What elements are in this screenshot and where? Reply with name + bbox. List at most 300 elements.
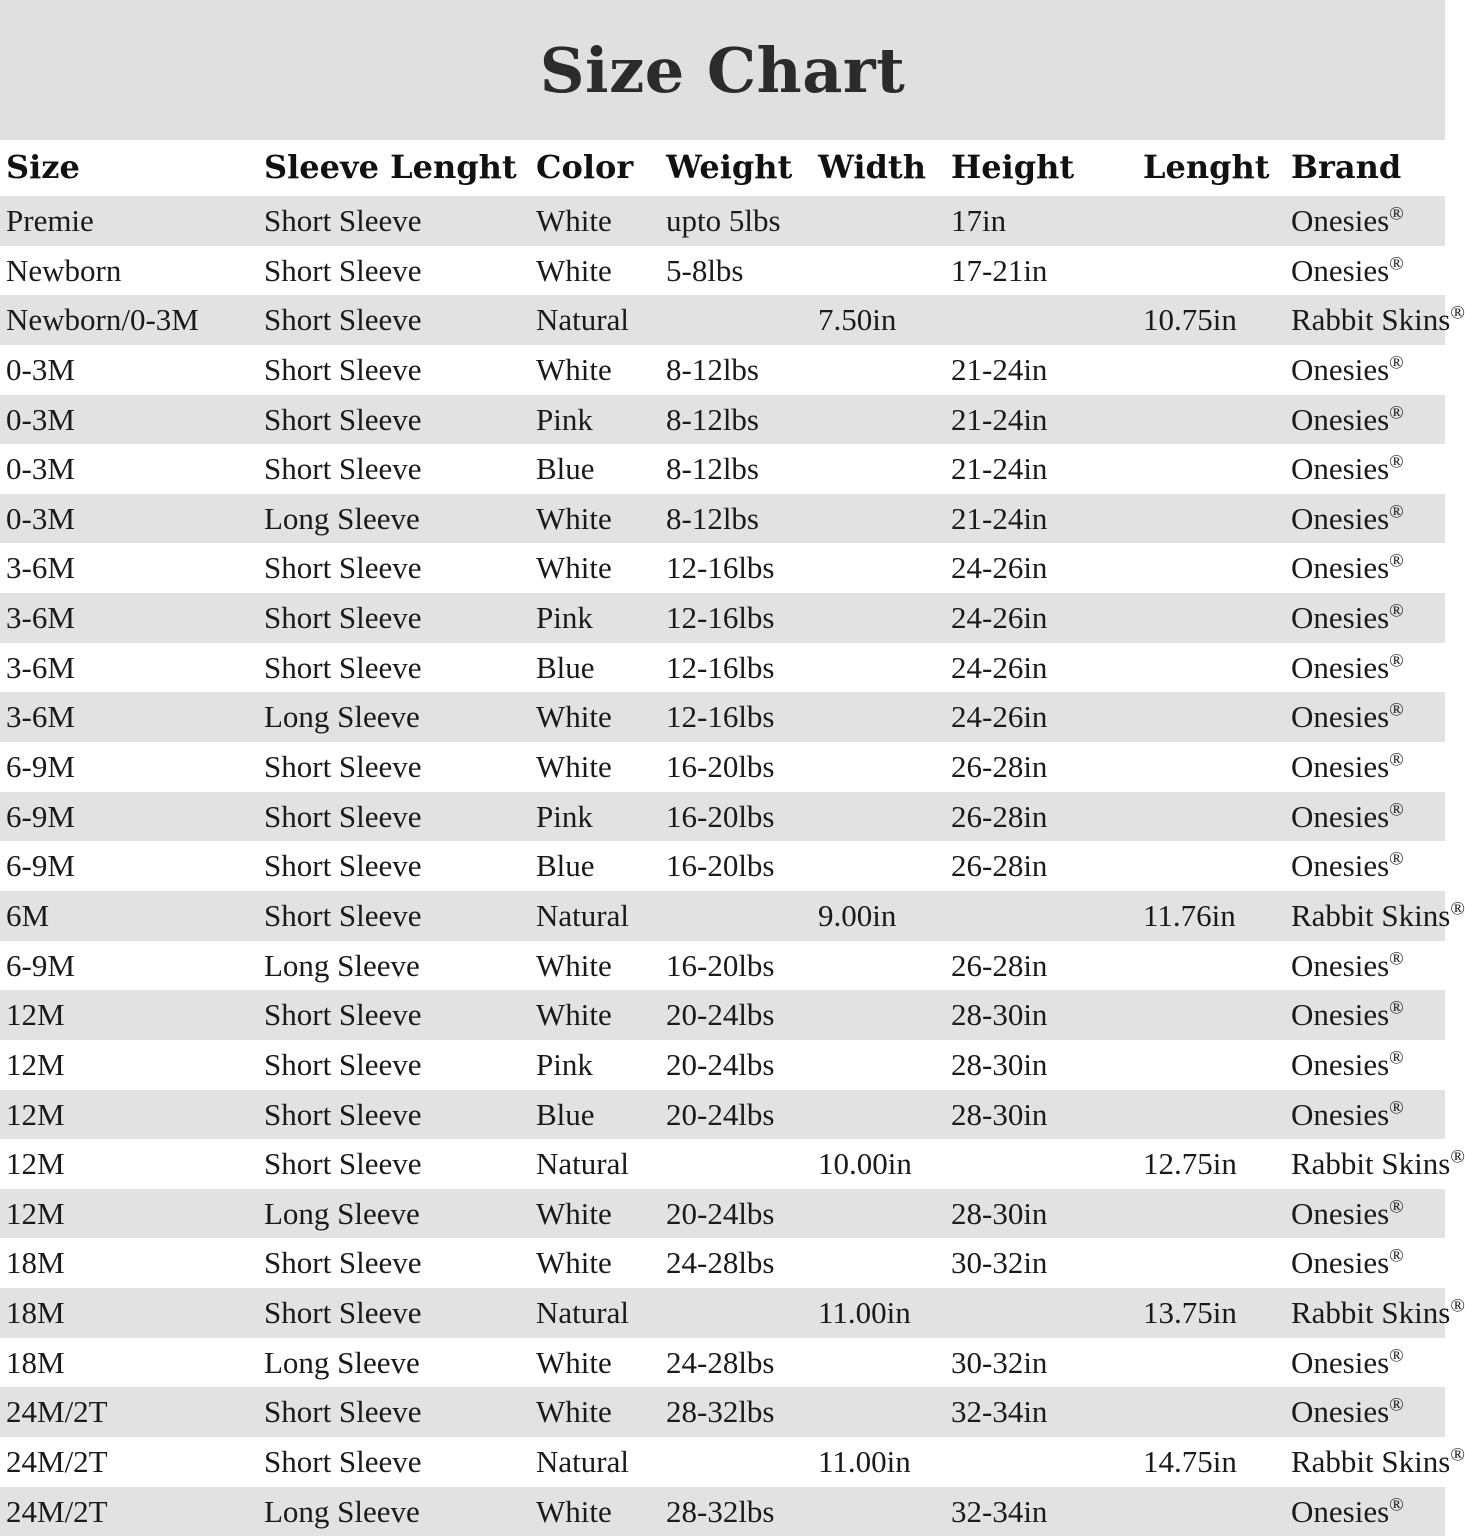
cell-color: White (530, 246, 660, 296)
table-body (0, 196, 1465, 1536)
cell-weight: 12-16lbs (660, 692, 812, 742)
cell-sleeve-lenght: Short Sleeve (258, 742, 530, 792)
cell-weight (660, 1139, 812, 1189)
registered-trademark-icon: ® (1450, 1295, 1465, 1317)
cell-width (812, 792, 945, 842)
cell-size: 6-9M (0, 841, 258, 891)
registered-trademark-icon: ® (1389, 650, 1404, 672)
cell-height: 24-26in (945, 593, 1137, 643)
cell-sleeve-lenght: Short Sleeve (258, 1139, 530, 1189)
cell-width: 11.00in (812, 1437, 945, 1487)
cell-sleeve-lenght: Long Sleeve (258, 494, 530, 544)
cell-weight: 28-32lbs (660, 1387, 812, 1437)
cell-height (945, 891, 1137, 941)
cell-width (812, 692, 945, 742)
cell-lenght (1137, 1040, 1285, 1090)
cell-brand (1285, 593, 1445, 643)
cell-size: 12M (0, 1040, 258, 1090)
cell-brand (1285, 395, 1445, 445)
registered-trademark-icon: ® (1389, 1196, 1404, 1218)
cell-sleeve-lenght: Short Sleeve (258, 1288, 530, 1338)
cell-size: 6-9M (0, 792, 258, 842)
cell-width (812, 1090, 945, 1140)
cell-weight: 8-12lbs (660, 345, 812, 395)
cell-height: 21-24in (945, 345, 1137, 395)
column-header-width: Width (812, 140, 945, 196)
cell-lenght: 12.75in (1137, 1139, 1285, 1189)
cell-lenght (1137, 1090, 1285, 1140)
registered-trademark-icon: ® (1389, 352, 1404, 374)
cell-size: 18M (0, 1238, 258, 1288)
registered-trademark-icon: ® (1389, 749, 1404, 771)
cell-weight: 16-20lbs (660, 792, 812, 842)
cell-color: White (530, 1189, 660, 1239)
table-row (0, 593, 1445, 643)
cell-width (812, 196, 945, 246)
cell-color: Natural (530, 891, 660, 941)
brand-name: Onesies (1291, 1493, 1390, 1529)
brand-name: Onesies (1291, 749, 1390, 785)
cell-brand (1285, 1288, 1465, 1338)
cell-sleeve-lenght: Short Sleeve (258, 543, 530, 593)
cell-sleeve-lenght: Long Sleeve (258, 692, 530, 742)
brand-name: Onesies (1291, 1046, 1390, 1082)
brand-name: Onesies (1291, 1245, 1390, 1281)
table-row (0, 891, 1445, 941)
cell-color: Blue (530, 444, 660, 494)
cell-brand (1285, 543, 1445, 593)
cell-sleeve-lenght: Short Sleeve (258, 196, 530, 246)
cell-weight: 28-32lbs (660, 1487, 812, 1536)
table-row (0, 1189, 1445, 1239)
cell-sleeve-lenght: Short Sleeve (258, 1437, 530, 1487)
cell-height (945, 295, 1137, 345)
cell-height: 24-26in (945, 543, 1137, 593)
cell-brand (1285, 345, 1445, 395)
cell-color: White (530, 196, 660, 246)
table-row (0, 196, 1445, 246)
cell-sleeve-lenght: Short Sleeve (258, 990, 530, 1040)
cell-height: 21-24in (945, 444, 1137, 494)
cell-lenght: 11.76in (1137, 891, 1285, 941)
cell-width (812, 593, 945, 643)
cell-weight (660, 295, 812, 345)
table-row (0, 643, 1445, 693)
cell-size: 12M (0, 1090, 258, 1140)
cell-sleeve-lenght: Short Sleeve (258, 295, 530, 345)
brand-name: Onesies (1291, 798, 1390, 834)
cell-color: Natural (530, 1139, 660, 1189)
brand-name: Onesies (1291, 451, 1390, 487)
cell-size: 24M/2T (0, 1387, 258, 1437)
registered-trademark-icon: ® (1389, 700, 1404, 722)
brand-name: Onesies (1291, 500, 1390, 536)
cell-height: 26-28in (945, 941, 1137, 991)
registered-trademark-icon: ® (1389, 948, 1404, 970)
cell-lenght (1137, 941, 1285, 991)
title-bar (0, 0, 1445, 140)
cell-weight: 24-28lbs (660, 1338, 812, 1388)
table-row (0, 345, 1445, 395)
cell-height: 28-30in (945, 1090, 1137, 1140)
cell-width (812, 1387, 945, 1437)
cell-height: 28-30in (945, 1040, 1137, 1090)
cell-color: White (530, 1338, 660, 1388)
table-row (0, 1338, 1445, 1388)
cell-width (812, 742, 945, 792)
cell-sleeve-lenght: Short Sleeve (258, 444, 530, 494)
table-row (0, 792, 1445, 842)
registered-trademark-icon: ® (1389, 1047, 1404, 1069)
cell-brand (1285, 1040, 1445, 1090)
cell-lenght (1137, 444, 1285, 494)
brand-name: Onesies (1291, 848, 1390, 884)
cell-color: White (530, 494, 660, 544)
cell-size: 3-6M (0, 543, 258, 593)
column-header-size: Size (0, 140, 258, 196)
cell-size: 0-3M (0, 444, 258, 494)
brand-name: Rabbit Skins (1291, 302, 1451, 338)
cell-height (945, 1139, 1137, 1189)
cell-weight (660, 1437, 812, 1487)
table-row (0, 494, 1445, 544)
column-header-color: Color (530, 140, 660, 196)
cell-lenght (1137, 345, 1285, 395)
table-row (0, 1040, 1445, 1090)
cell-lenght (1137, 841, 1285, 891)
cell-sleeve-lenght: Short Sleeve (258, 246, 530, 296)
cell-weight: 16-20lbs (660, 841, 812, 891)
cell-width (812, 444, 945, 494)
cell-height: 28-30in (945, 990, 1137, 1040)
cell-weight (660, 1288, 812, 1338)
cell-color: White (530, 1487, 660, 1536)
cell-brand (1285, 1338, 1445, 1388)
column-header-sleeve-lenght: Sleeve Lenght (258, 140, 530, 196)
cell-size: 0-3M (0, 494, 258, 544)
cell-color: Natural (530, 1288, 660, 1338)
table-row (0, 1090, 1445, 1140)
registered-trademark-icon: ® (1450, 302, 1465, 324)
column-header-lenght: Lenght (1137, 140, 1285, 196)
table-row (0, 941, 1445, 991)
table-row (0, 841, 1445, 891)
column-header-brand: Brand (1285, 140, 1445, 196)
cell-weight: 20-24lbs (660, 1040, 812, 1090)
cell-brand (1285, 1487, 1445, 1536)
cell-lenght: 13.75in (1137, 1288, 1285, 1338)
table-row (0, 1387, 1445, 1437)
cell-color: White (530, 345, 660, 395)
cell-brand (1285, 444, 1445, 494)
cell-width (812, 1189, 945, 1239)
brand-name: Rabbit Skins (1291, 1295, 1451, 1331)
cell-color: Pink (530, 1040, 660, 1090)
cell-size: 24M/2T (0, 1437, 258, 1487)
cell-width (812, 543, 945, 593)
registered-trademark-icon: ® (1389, 203, 1404, 225)
cell-width (812, 1487, 945, 1536)
cell-color: Blue (530, 841, 660, 891)
brand-name: Onesies (1291, 401, 1390, 437)
cell-lenght (1137, 494, 1285, 544)
cell-size: 18M (0, 1338, 258, 1388)
cell-brand (1285, 941, 1445, 991)
table-row (0, 1437, 1445, 1487)
cell-size: 12M (0, 1139, 258, 1189)
cell-brand (1285, 692, 1445, 742)
cell-sleeve-lenght: Short Sleeve (258, 1040, 530, 1090)
cell-color: Blue (530, 643, 660, 693)
table-row (0, 444, 1445, 494)
registered-trademark-icon: ® (1389, 1395, 1404, 1417)
cell-brand (1285, 643, 1445, 693)
column-header-weight: Weight (660, 140, 812, 196)
cell-sleeve-lenght: Short Sleeve (258, 1387, 530, 1437)
cell-width (812, 395, 945, 445)
cell-sleeve-lenght: Short Sleeve (258, 643, 530, 693)
cell-brand (1285, 990, 1445, 1040)
cell-width (812, 1338, 945, 1388)
cell-sleeve-lenght: Short Sleeve (258, 1090, 530, 1140)
cell-brand (1285, 1090, 1445, 1140)
cell-size: 0-3M (0, 395, 258, 445)
cell-size: 18M (0, 1288, 258, 1338)
table-row (0, 1238, 1445, 1288)
cell-lenght (1137, 742, 1285, 792)
registered-trademark-icon: ® (1389, 849, 1404, 870)
cell-weight: 8-12lbs (660, 395, 812, 445)
cell-height: 24-26in (945, 643, 1137, 693)
cell-height: 17in (945, 196, 1137, 246)
cell-lenght (1137, 1387, 1285, 1437)
table-header (0, 140, 1445, 196)
cell-sleeve-lenght: Short Sleeve (258, 395, 530, 445)
cell-lenght (1137, 543, 1285, 593)
cell-height: 30-32in (945, 1238, 1137, 1288)
brand-name: Onesies (1291, 1096, 1390, 1132)
cell-weight: 12-16lbs (660, 593, 812, 643)
brand-name: Onesies (1291, 252, 1390, 288)
cell-size: 6M (0, 891, 258, 941)
brand-name: Onesies (1291, 947, 1390, 983)
cell-width: 10.00in (812, 1139, 945, 1189)
brand-name: Onesies (1291, 203, 1390, 238)
cell-width (812, 841, 945, 891)
table-row (0, 395, 1445, 445)
table-row (0, 990, 1445, 1040)
table-row (0, 246, 1445, 296)
cell-weight: 8-12lbs (660, 444, 812, 494)
cell-height: 32-34in (945, 1487, 1137, 1536)
cell-brand (1285, 295, 1465, 345)
registered-trademark-icon: ® (1389, 402, 1404, 424)
cell-lenght (1137, 692, 1285, 742)
cell-lenght (1137, 196, 1285, 246)
cell-height: 28-30in (945, 1189, 1137, 1239)
cell-brand (1285, 1437, 1465, 1487)
cell-sleeve-lenght: Long Sleeve (258, 1189, 530, 1239)
cell-width (812, 1040, 945, 1090)
cell-sleeve-lenght: Short Sleeve (258, 345, 530, 395)
cell-brand (1285, 1387, 1445, 1437)
cell-color: White (530, 1387, 660, 1437)
cell-size: 6-9M (0, 941, 258, 991)
cell-color: Natural (530, 295, 660, 345)
cell-height: 32-34in (945, 1387, 1137, 1437)
cell-width (812, 1238, 945, 1288)
cell-size: 12M (0, 1189, 258, 1239)
cell-width: 7.50in (812, 295, 945, 345)
table-row (0, 742, 1445, 792)
cell-weight: 20-24lbs (660, 1189, 812, 1239)
cell-weight: 12-16lbs (660, 543, 812, 593)
cell-weight (660, 891, 812, 941)
registered-trademark-icon: ® (1450, 898, 1465, 920)
cell-brand (1285, 742, 1445, 792)
cell-sleeve-lenght: Short Sleeve (258, 593, 530, 643)
registered-trademark-icon: ® (1450, 1444, 1465, 1466)
brand-name: Rabbit Skins (1291, 897, 1451, 933)
cell-color: Natural (530, 1437, 660, 1487)
brand-name: Onesies (1291, 997, 1390, 1033)
cell-size: 0-3M (0, 345, 258, 395)
cell-sleeve-lenght: Short Sleeve (258, 1238, 530, 1288)
cell-color: Pink (530, 792, 660, 842)
cell-color: Blue (530, 1090, 660, 1140)
cell-weight: 16-20lbs (660, 742, 812, 792)
table-row (0, 543, 1445, 593)
table-row (0, 1288, 1445, 1338)
cell-size: 6-9M (0, 742, 258, 792)
registered-trademark-icon: ® (1389, 551, 1404, 573)
brand-name: Rabbit Skins (1291, 1444, 1451, 1480)
cell-width (812, 494, 945, 544)
cell-brand (1285, 792, 1445, 842)
registered-trademark-icon: ® (1389, 253, 1404, 275)
cell-size: Newborn (0, 246, 258, 296)
cell-weight: 24-28lbs (660, 1238, 812, 1288)
cell-lenght (1137, 990, 1285, 1040)
cell-brand (1285, 1189, 1445, 1239)
registered-trademark-icon: ® (1450, 1146, 1465, 1168)
cell-color: Pink (530, 395, 660, 445)
cell-lenght (1137, 1487, 1285, 1536)
table-row (0, 692, 1445, 742)
cell-lenght (1137, 1189, 1285, 1239)
cell-size: Premie (0, 196, 258, 246)
cell-size: 12M (0, 990, 258, 1040)
cell-height (945, 1437, 1137, 1487)
cell-height: 24-26in (945, 692, 1137, 742)
table-row (0, 295, 1445, 345)
cell-width (812, 990, 945, 1040)
cell-sleeve-lenght: Short Sleeve (258, 891, 530, 941)
cell-weight: 16-20lbs (660, 941, 812, 991)
cell-brand (1285, 841, 1445, 891)
cell-lenght (1137, 246, 1285, 296)
brand-name: Onesies (1291, 649, 1390, 685)
registered-trademark-icon: ® (1389, 501, 1404, 523)
cell-weight: 20-24lbs (660, 990, 812, 1040)
cell-lenght: 14.75in (1137, 1437, 1285, 1487)
cell-color: White (530, 692, 660, 742)
registered-trademark-icon: ® (1389, 600, 1404, 622)
registered-trademark-icon: ® (1389, 799, 1404, 821)
cell-weight: 5-8lbs (660, 246, 812, 296)
table-row (0, 1139, 1445, 1189)
size-chart-table (0, 140, 1465, 1536)
brand-name: Onesies (1291, 1344, 1390, 1380)
cell-lenght (1137, 643, 1285, 693)
cell-sleeve-lenght: Short Sleeve (258, 841, 530, 891)
registered-trademark-icon: ® (1389, 1494, 1404, 1516)
cell-height: 30-32in (945, 1338, 1137, 1388)
cell-weight: 20-24lbs (660, 1090, 812, 1140)
page-title: Size Chart (539, 33, 906, 107)
cell-size: 3-6M (0, 643, 258, 693)
cell-width (812, 246, 945, 296)
cell-lenght (1137, 1338, 1285, 1388)
cell-color: White (530, 543, 660, 593)
cell-weight: 12-16lbs (660, 643, 812, 693)
cell-size: 3-6M (0, 593, 258, 643)
cell-brand (1285, 1139, 1465, 1189)
cell-height: 26-28in (945, 742, 1137, 792)
cell-brand (1285, 891, 1465, 941)
cell-sleeve-lenght: Long Sleeve (258, 1487, 530, 1536)
brand-name: Onesies (1291, 550, 1390, 586)
cell-lenght: 10.75in (1137, 295, 1285, 345)
cell-color: White (530, 742, 660, 792)
brand-name: Onesies (1291, 1195, 1390, 1231)
cell-lenght (1137, 593, 1285, 643)
registered-trademark-icon: ® (1389, 997, 1404, 1019)
cell-brand (1285, 494, 1445, 544)
brand-name: Onesies (1291, 1394, 1390, 1430)
registered-trademark-icon: ® (1389, 1097, 1404, 1119)
cell-lenght (1137, 792, 1285, 842)
cell-height: 26-28in (945, 841, 1137, 891)
cell-height: 21-24in (945, 395, 1137, 445)
cell-brand (1285, 196, 1445, 246)
registered-trademark-icon: ® (1389, 1246, 1404, 1268)
cell-sleeve-lenght: Long Sleeve (258, 1338, 530, 1388)
cell-lenght (1137, 1238, 1285, 1288)
brand-name: Onesies (1291, 600, 1390, 636)
cell-height: 17-21in (945, 246, 1137, 296)
brand-name: Onesies (1291, 351, 1390, 387)
brand-name: Rabbit Skins (1291, 1146, 1451, 1182)
cell-width: 9.00in (812, 891, 945, 941)
registered-trademark-icon: ® (1389, 1345, 1404, 1367)
cell-height: 26-28in (945, 792, 1137, 842)
cell-color: White (530, 990, 660, 1040)
cell-lenght (1137, 395, 1285, 445)
cell-sleeve-lenght: Long Sleeve (258, 941, 530, 991)
cell-size: 3-6M (0, 692, 258, 742)
cell-width (812, 941, 945, 991)
cell-color: White (530, 1238, 660, 1288)
registered-trademark-icon: ® (1389, 451, 1404, 473)
cell-width (812, 345, 945, 395)
cell-brand (1285, 246, 1445, 296)
table-row (0, 1487, 1445, 1536)
cell-height: 21-24in (945, 494, 1137, 544)
cell-size: 24M/2T (0, 1487, 258, 1536)
cell-width (812, 643, 945, 693)
cell-size: Newborn/0-3M (0, 295, 258, 345)
